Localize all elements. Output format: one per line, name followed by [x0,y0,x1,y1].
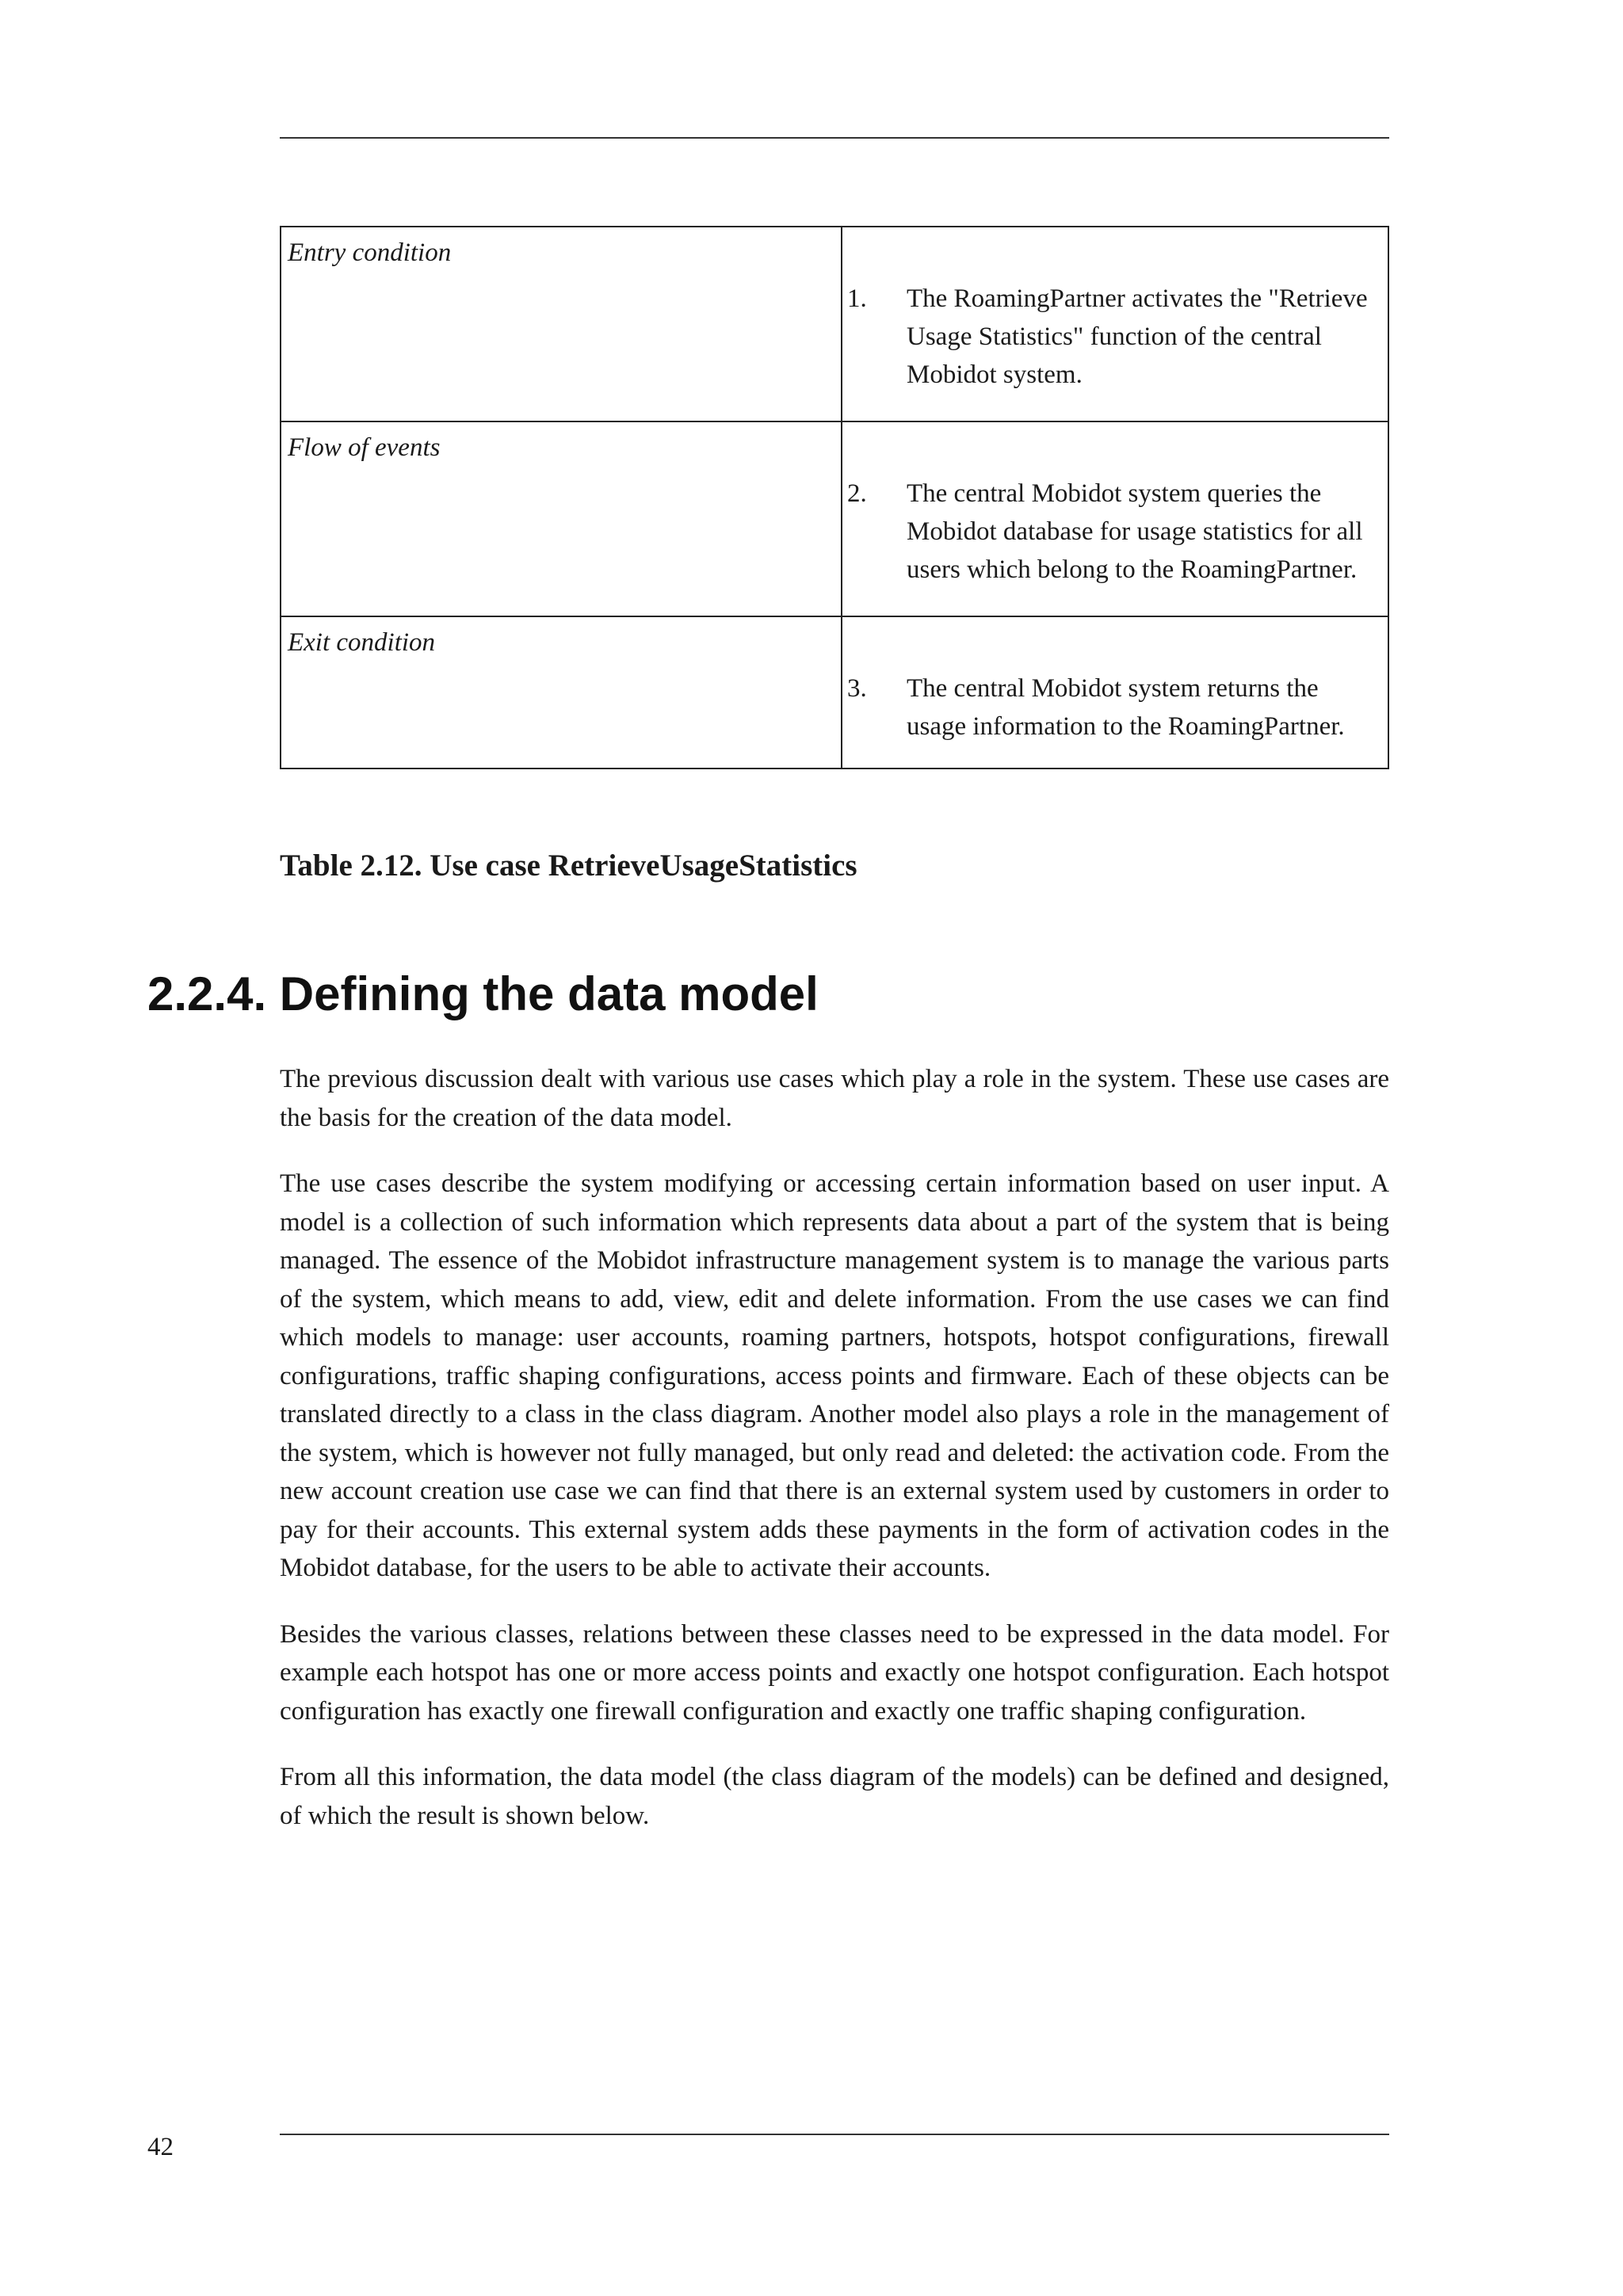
use-case-table [280,226,1389,769]
step-number: 1. [847,284,867,313]
page-number: 42 [147,2133,174,2161]
paragraph: The use cases describe the system modifying or accessing certain information based on user input. A model is a collection of such information which represents data about a part of the system that is being managed. The essence of the Mobidot infrastructure management system is to manage the various parts of the system, which means to add, view, edit and delete information. From the use cases we can find which models to manage: user accounts, roaming partners, hotspots, hotspot configurations, firewall configurations, traffic shaping configurations, access points and firmware. Each of these objects can be translated directly to a class in the class diagram. Another model also plays a role in the management of the system, which is however not fully managed, but only read and deleted: the activation code. From the new account creation use case we can find that there is an external system used by customers in order to pay for their accounts. This external system adds these payments in the form of activation codes in the Mobidot database, for the users to be able to activate their accounts. [280,1169,1389,1582]
table-row [281,227,1388,421]
step-text: The central Mobidot system queries the Mobidot database for usage statistics for all users which belong to the RoamingPartner. [907,479,1363,584]
step-text: The RoamingPartner activates the "Retrieve Usage Statistics" function of the central Mobidot system. [907,284,1368,389]
table-caption: Table 2.12. Use case RetrieveUsageStatistics [280,849,857,883]
section-heading: 2.2.4. Defining the data model [147,967,819,1020]
row-label: Flow of events [281,421,842,616]
paragraph: From all this information, the data model (the class diagram of the models) can be defined and designed, of which the result is shown below. [280,1763,1389,1830]
paragraph: The previous discussion dealt with various use cases which play a role in the system. These use cases are the basis for the creation of the data model. [280,1065,1389,1132]
table-row [281,616,1388,769]
step-number: 2. [847,479,867,508]
table-row [281,421,1388,616]
list-item [842,475,1373,589]
list-item [842,669,1373,746]
step-text: The central Mobidot system returns the usage information to the RoamingPartner. [907,674,1345,741]
list-item [842,280,1373,394]
footer-rule [280,2134,1389,2135]
row-label: Exit condition [281,616,842,769]
row-label: Entry condition [281,227,842,421]
header-rule [280,137,1389,139]
paragraph: Besides the various classes, relations between these classes need to be expressed in the data model. For example each hotspot has one or more access points and exactly one hotspot configuration. Each hotspot configuration has exactly one firewall configuration and exactly one traffic shaping configuration. [280,1619,1389,1726]
step-number: 3. [847,674,867,703]
section-body [280,1060,1389,1863]
